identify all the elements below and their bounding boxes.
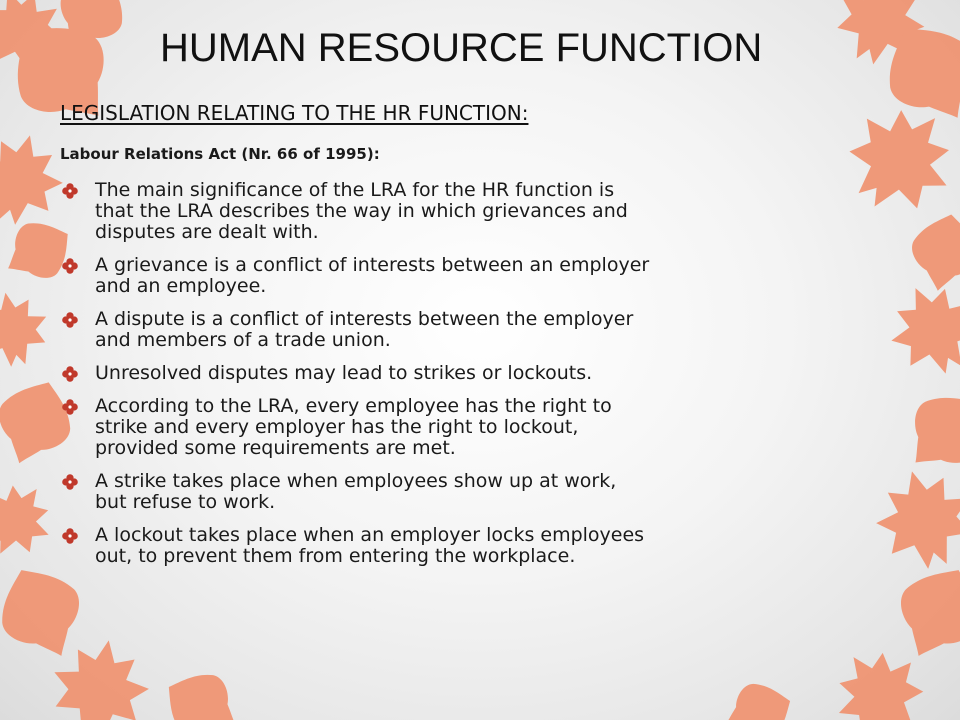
bullet-item — [60, 525, 900, 567]
bullet-item — [60, 363, 900, 384]
bullet-item — [60, 309, 900, 351]
quatrefoil-bullet-icon — [62, 183, 78, 199]
bullet-text-line: A grievance is a conflict of interests between an employer — [95, 254, 650, 276]
section-heading: LEGISLATION RELATING TO THE HR FUNCTION: — [60, 101, 529, 125]
bullet-item — [60, 471, 900, 513]
slide-title: HUMAN RESOURCE FUNCTION — [160, 26, 763, 70]
bullet-text-line: Unresolved disputes may lead to strikes or lockouts. — [95, 362, 593, 384]
bullet-text-line: provided some requirements are met. — [95, 437, 456, 459]
bullet-text-line: The main significance of the LRA for the HR function is — [95, 179, 615, 201]
bullet-text-line: strike and every employer has the right to lockout, — [95, 416, 579, 438]
quatrefoil-bullet-icon — [62, 399, 78, 415]
bullet-text-line: and members of a trade union. — [95, 329, 391, 351]
bullet-item — [60, 255, 900, 297]
quatrefoil-bullet-icon — [62, 312, 78, 328]
quatrefoil-bullet-icon — [62, 258, 78, 274]
bullet-text-line: that the LRA describes the way in which grievances and — [95, 200, 628, 222]
bullet-text-line: A lockout takes place when an employer locks employees — [95, 524, 645, 546]
bullet-item — [60, 180, 900, 243]
bullet-text-line: disputes are dealt with. — [95, 221, 319, 243]
bullet-text-line: out, to prevent them from entering the workplace. — [95, 545, 576, 567]
bullet-text-line: but refuse to work. — [95, 491, 276, 513]
bullet-text-line: According to the LRA, every employee has the right to — [95, 395, 612, 417]
bullet-text-line: A dispute is a conflict of interests between the employer — [95, 308, 634, 330]
quatrefoil-bullet-icon — [62, 366, 78, 382]
act-subheading: Labour Relations Act (Nr. 66 of 1995): — [60, 145, 380, 163]
bullet-text-line: and an employee. — [95, 275, 267, 297]
bullet-list — [60, 180, 900, 579]
bullet-item — [60, 396, 900, 459]
quatrefoil-bullet-icon — [62, 474, 78, 490]
quatrefoil-bullet-icon — [62, 528, 78, 544]
bullet-text-line: A strike takes place when employees show up at work, — [95, 470, 617, 492]
